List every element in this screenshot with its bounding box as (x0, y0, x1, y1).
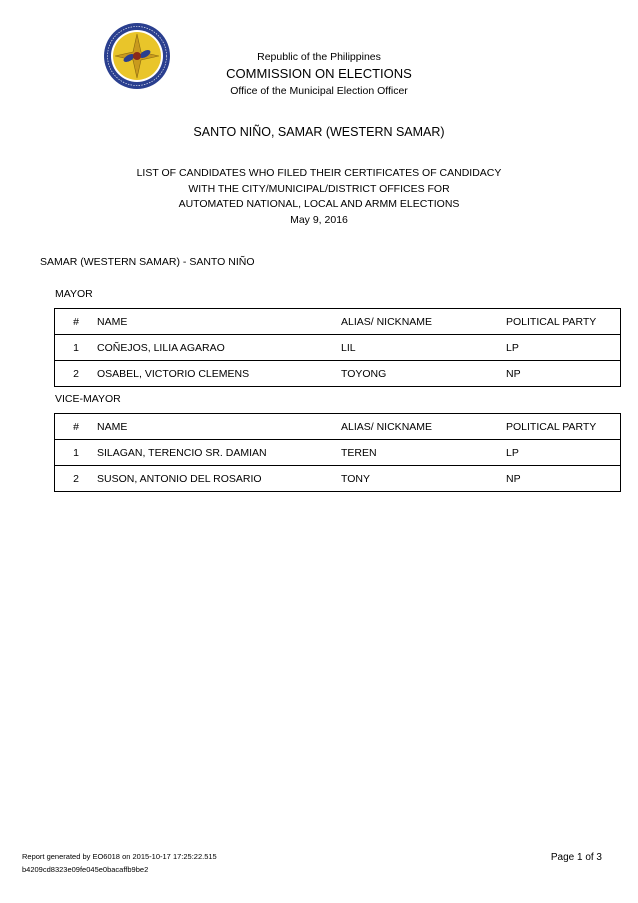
agency-name: COMMISSION ON ELECTIONS (226, 66, 412, 81)
col-header-alias: ALIAS/ NICKNAME (341, 309, 506, 335)
list-title (0, 166, 638, 228)
list-title-line-1: LIST OF CANDIDATES WHO FILED THEIR CERTIFICATES OF CANDIDACY (136, 167, 502, 179)
table-row (55, 466, 621, 492)
candidate-name: OSABEL, VICTORIO CLEMENS (97, 367, 250, 380)
position-title-mayor: MAYOR (55, 288, 93, 300)
candidate-party: NP (506, 367, 521, 380)
republic-label: Republic of the Philippines (257, 51, 381, 63)
candidate-num: 1 (55, 440, 98, 466)
candidate-num: 2 (73, 472, 79, 485)
position-title-vice-mayor: VICE-MAYOR (55, 393, 121, 405)
table-row (55, 335, 621, 361)
col-header-name: NAME (97, 414, 341, 440)
table-row (55, 440, 621, 466)
candidate-name: SUSON, ANTONIO DEL ROSARIO (97, 472, 262, 485)
candidates-table-mayor (54, 308, 621, 387)
candidate-party: LP (506, 335, 621, 361)
candidate-num: 2 (73, 367, 79, 380)
municipality-title: SANTO NIÑO, SAMAR (WESTERN SAMAR) (193, 125, 445, 139)
table-header-row (55, 309, 621, 335)
candidate-alias: LIL (341, 335, 506, 361)
report-generated-note: Report generated by EO6018 on 2015-10-17 17:25:22.515 (22, 852, 217, 861)
candidate-party: LP (506, 440, 621, 466)
col-header-party: POLITICAL PARTY (506, 309, 621, 335)
candidate-alias: TEREN (341, 440, 506, 466)
list-title-line-2: WITH THE CITY/MUNICIPAL/DISTRICT OFFICES FOR (188, 182, 450, 195)
table-row (55, 361, 621, 387)
list-title-line-3: AUTOMATED NATIONAL, LOCAL AND ARMM ELECTIONS (178, 198, 460, 210)
table-header-row (55, 414, 621, 440)
page-number: Page 1 of 3 (550, 852, 602, 863)
candidate-alias: TOYONG (341, 367, 387, 380)
candidate-party: NP (506, 472, 521, 485)
office-name: Office of the Municipal Election Officer (230, 85, 408, 97)
candidate-num: 1 (55, 335, 98, 361)
candidate-name: COÑEJOS, LILIA AGARAO (97, 335, 341, 361)
candidate-alias: TONY (341, 472, 370, 485)
election-date: May 9, 2016 (290, 213, 348, 226)
col-header-name: NAME (97, 309, 341, 335)
col-header-alias: ALIAS/ NICKNAME (341, 414, 506, 440)
col-header-num: # (55, 309, 98, 335)
col-header-num: # (55, 414, 98, 440)
report-hash: b4209cd8323e09fe045e0bacaffb9be2 (22, 865, 149, 874)
col-header-party: POLITICAL PARTY (506, 414, 621, 440)
region-heading: SAMAR (WESTERN SAMAR) - SANTO NIÑO (40, 256, 255, 268)
candidate-name: SILAGAN, TERENCIO SR. DAMIAN (97, 440, 341, 466)
candidates-table-vice-mayor (54, 413, 621, 492)
